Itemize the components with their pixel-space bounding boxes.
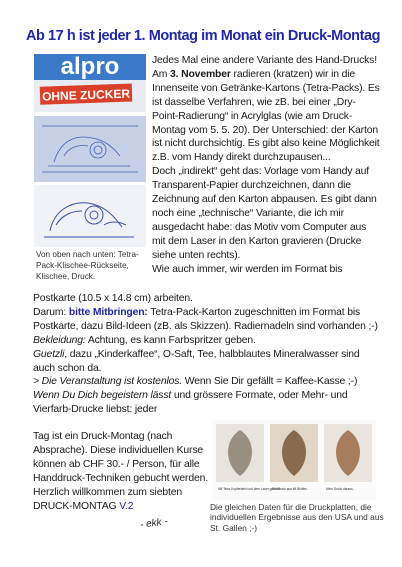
free-line: > Die Veranstaltung ist kostenlos. Wenn Sie Dir gefällt = Kaffee-Kasse ;-) bbox=[33, 376, 358, 388]
courses-text: Tag ist ein Druck-Montag (nach Absprache). Diese individuellen Kurse können ab CHF 30.- / Person, für alle Handdruck-Techniken gebucht werden. Herzlich willkommen zum siebten DRUCK-MONTAG V.2 bbox=[33, 431, 208, 512]
prints-comparison-image bbox=[212, 420, 376, 500]
formats-line: Wenn Du Dich begeistern lässt und grössere Formate, oder Mehr- und Vierfarb-Drucke liebst: jeder bbox=[33, 390, 348, 416]
carton-logo: alpro bbox=[60, 54, 120, 80]
tetra-pack-back-image bbox=[34, 54, 146, 112]
page-title: Ab 17 h ist jeder 1. Montag im Monat ein Druck-Montag bbox=[26, 28, 380, 44]
bring-line: Darum: bitte Mitbringen: Tetra-Pack-Karton zugeschnitten im Format bis Postkarte, dazu Bild-Ideen (zB. als Skizzen). Radiernadeln sind vorhanden ;-) bbox=[33, 306, 378, 332]
image-caption-left: Von oben nach unten: Tetra-Pack-Klischee-Rückseite, Klischee, Druck. bbox=[36, 250, 139, 281]
format-paragraph: Wie auch immer, wir werden im Format bis bbox=[152, 263, 343, 275]
version-label: V.2 bbox=[119, 500, 134, 512]
method-paragraph: Doch „indirekt“ geht das: Vorlage vom Handy auf Transparent-Papier durchzeichnen, dann die Zeichnung auf den Karton abpausen. Es gibt dann noch eine „technische“ Variante, die ich mir ausgedacht habe: das Motiv vom Computer aus mit dem Laser in den Karton gravieren (Drucke siehe unten rechts). bbox=[152, 166, 377, 261]
carton-band-text: OHNE ZUCKER bbox=[41, 86, 131, 104]
format-line: Postkarte (10.5 x 14.8 cm) arbeiten. bbox=[33, 293, 193, 304]
snacks-line: Guetzli, dazu „Kinderkaffee“, O-Saft, Tee, halbblautes Mineralwasser sind auch schon da. bbox=[33, 348, 360, 374]
intro-text bbox=[152, 54, 380, 277]
cliche-image bbox=[34, 116, 146, 182]
print-label-1: Mit Tetra-Kupfertafel und dem Laser graviert. bbox=[218, 487, 282, 491]
print-label-2: Ein Druck aus Mt Bluffes. bbox=[272, 487, 308, 491]
print-image bbox=[34, 185, 146, 247]
signature: - ekk - bbox=[139, 516, 169, 531]
details-text bbox=[33, 292, 378, 417]
brand-name: DRUCK-MONTAG bbox=[33, 500, 117, 512]
intro-paragraph: Jedes Mal eine andere Variante des Hand-Drucks! Am 3. November radieren (kratzen) wir in die Innenseite von Getränke-Kartons (Tetra-Packs). Es ist dasselbe Verfahren, wie zB. bei einer „Dry-Point-Radierung“ in Acrylglas (wie am Druck-Montag vom 5. 5. 20). Der Unterschied: der Karton ist nicht durchsichtig. Es gibt also keine Möglichkeit z.B. vom Handy direkt durchzupausen... bbox=[152, 55, 380, 164]
clothing-line: Bekleidung: Achtung, es kann Farbspritzer geben. bbox=[33, 334, 256, 346]
print-label-3: Mein Druck daraus. bbox=[326, 487, 354, 491]
image-caption-right: Die gleichen Daten für die Druckplatten, die individuellen Ergebnisse aus den USA und aus St. Gallen ;-) bbox=[210, 502, 384, 533]
